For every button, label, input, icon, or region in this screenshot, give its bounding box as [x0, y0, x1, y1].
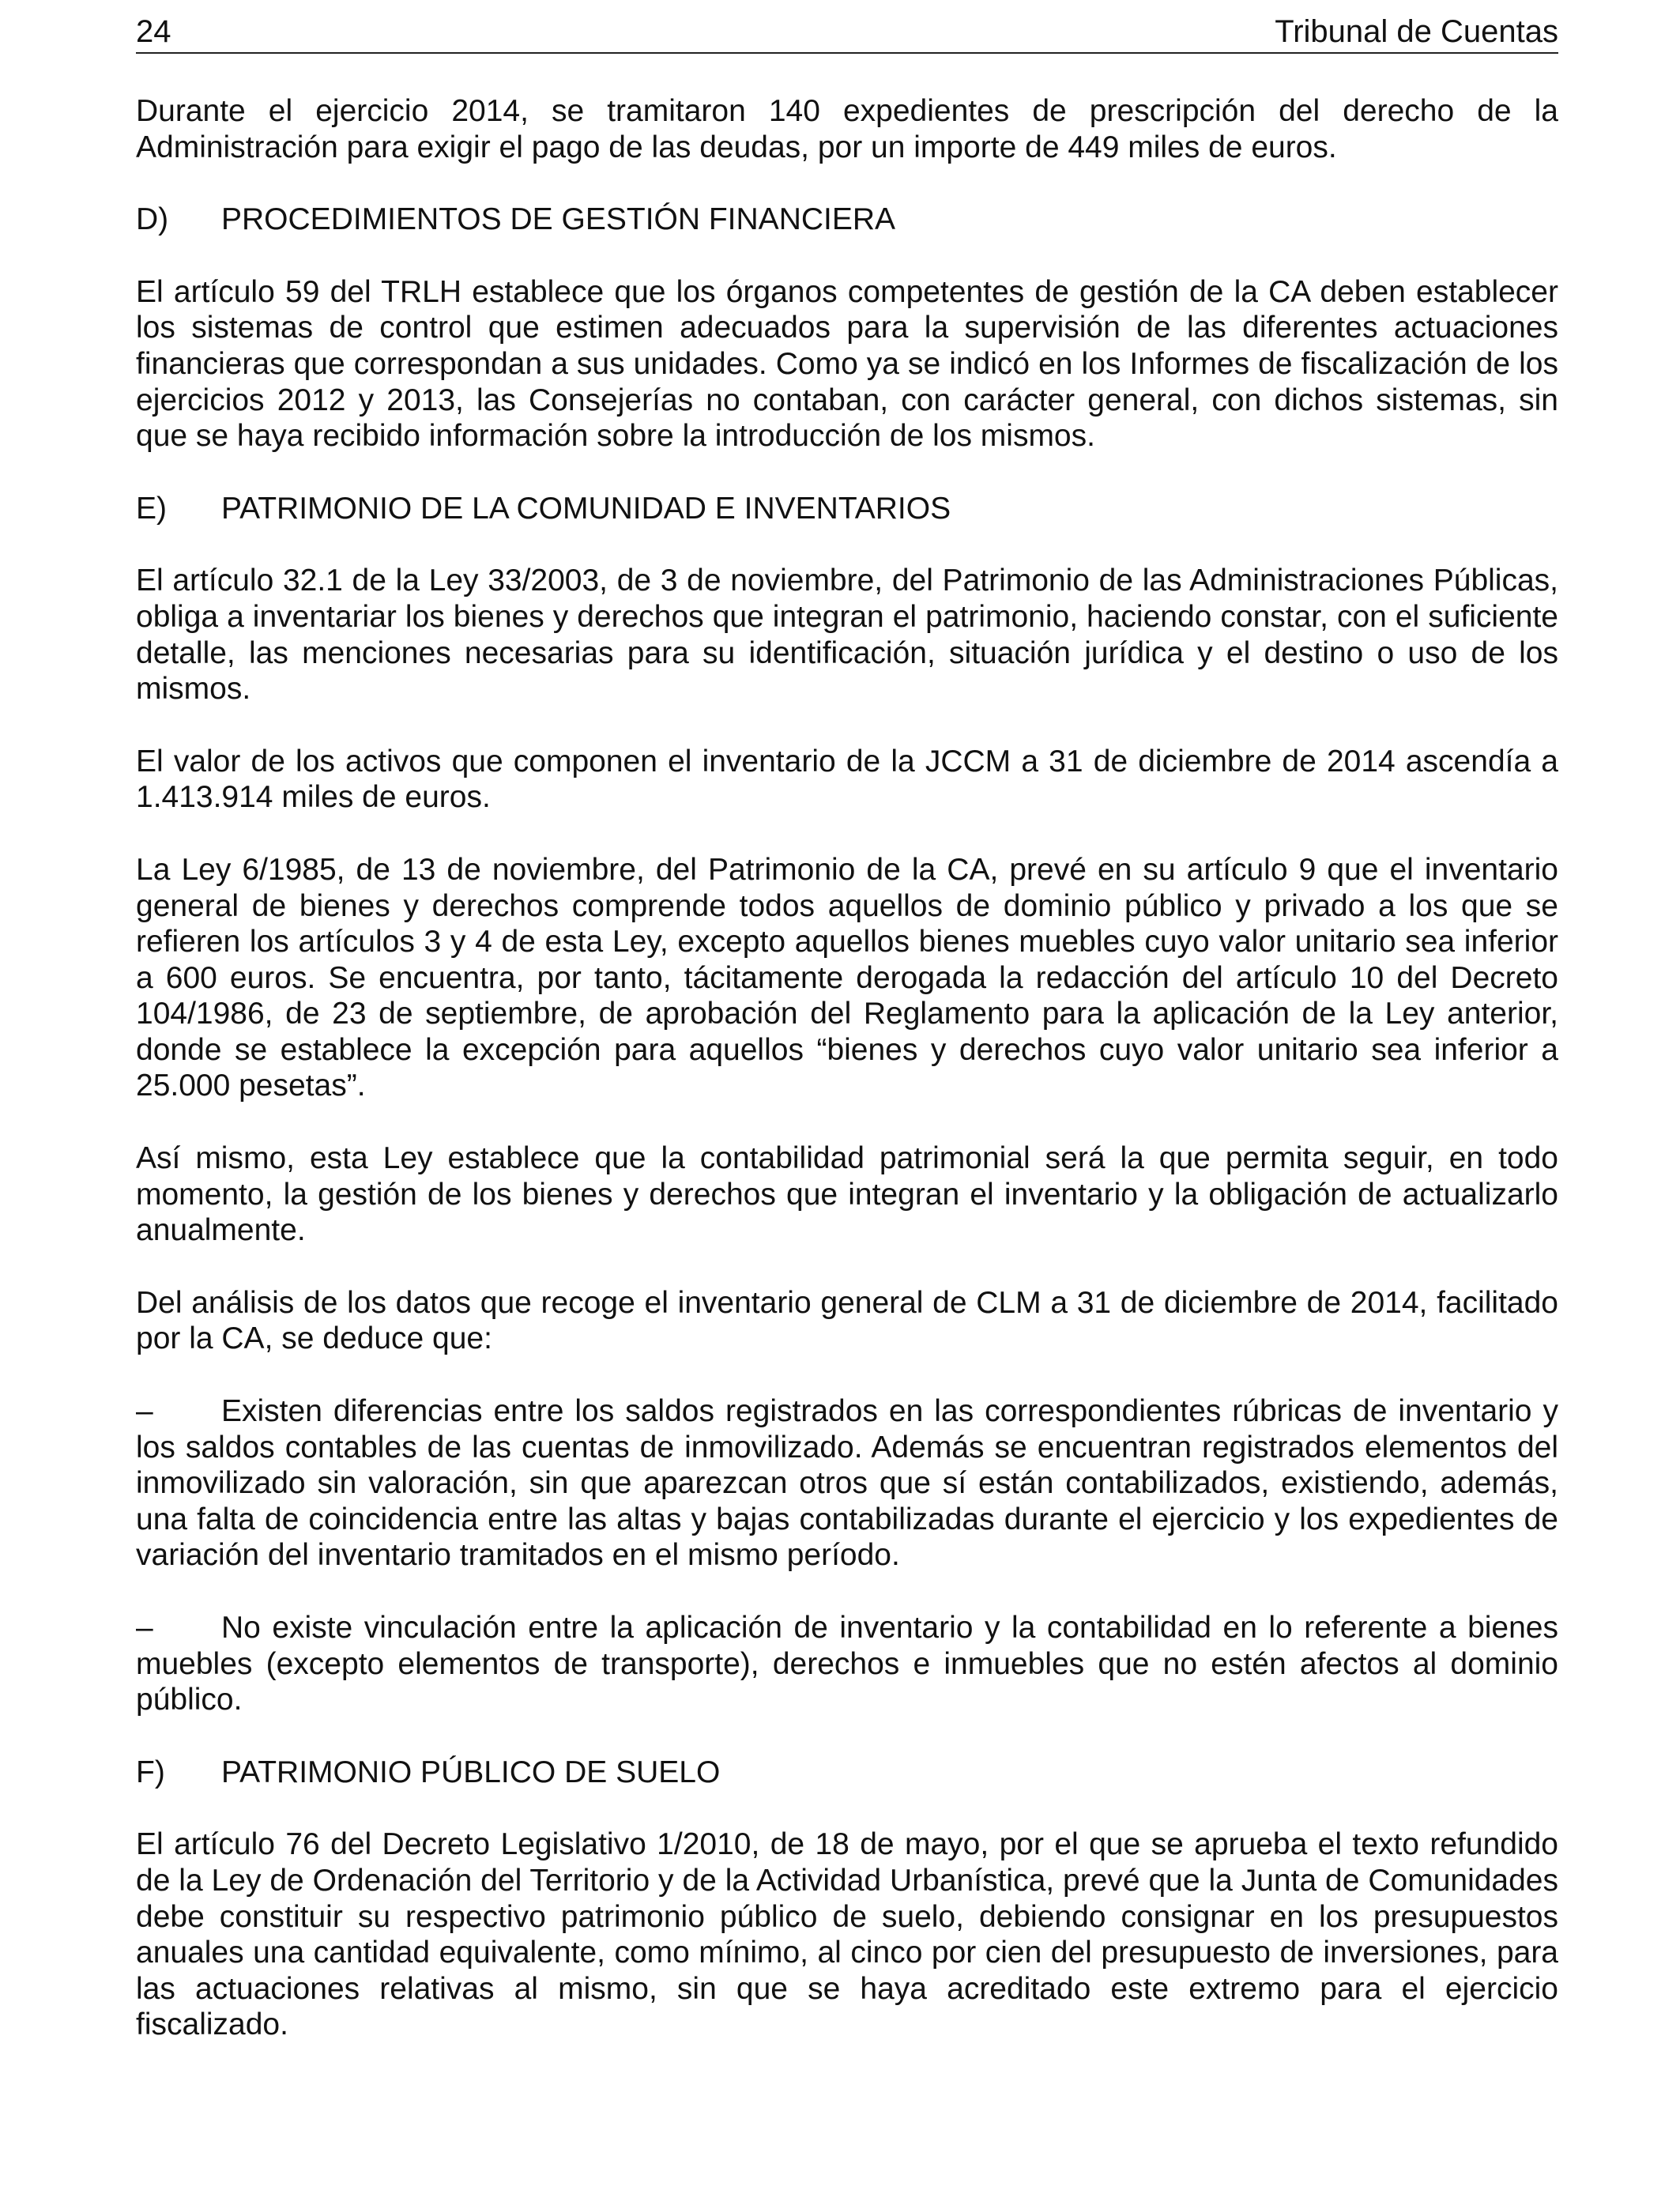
section-title: PATRIMONIO DE LA COMUNIDAD E INVENTARIOS — [221, 491, 951, 526]
section-letter: D) — [136, 202, 169, 237]
paragraph-gestion-financiera: El artículo 59 del TRLH establece que los órganos competentes de gestión de la CA deben establecer los sistemas de control que estimen adecuados para la supervisión de las diferentes actuaciones financieras que correspondan a sus unidades. Como ya se indicó en los Informes de fiscalización de los ejercicios 2012 y 2013, las Consejerías no contaban, con carácter general, con dichos sistemas, sin que se haya recibido información sobre la introducción de los mismos. — [136, 274, 1558, 454]
section-title: PROCEDIMIENTOS DE GESTIÓN FINANCIERA — [221, 202, 896, 237]
page-number: 24 — [136, 14, 171, 49]
section-letter: F) — [136, 1755, 165, 1789]
paragraph-contabilidad-patrimonial: Así mismo, esta Ley establece que la contabilidad patrimonial será la que permita seguir, en todo momento, la gestión de los bienes y derechos que integran el inventario y la obligación de actualizarlo anualmente. — [136, 1141, 1558, 1248]
paragraph-ley-6-1985: La Ley 6/1985, de 13 de noviembre, del Patrimonio de la CA, prevé en su artículo 9 que el inventario general de bienes y derechos comprende todos aquellos de dominio público y privado a los que se refieren los artículos 3 y 4 de esta Ley, excepto aquellos bienes muebles cuyo valor unitario sea inferior a 600 euros. Se encuentra, por tanto, tácitamente derogada la redacción del artículo 10 del Decreto 104/1986, de 23 de septiembre, de aprobación del Reglamento para la aplicación de la Ley anterior, donde se establece la excepción para aquellos “bienes y derechos cuyo valor unitario sea inferior a 25.000 pesetas”. — [136, 852, 1558, 1103]
paragraph-analisis-inventario: Del análisis de los datos que recoge el inventario general de CLM a 31 de diciembre de 2014, facilitado por la CA, se deduce que: — [136, 1285, 1558, 1356]
list-item-text: No existe vinculación entre la aplicación de inventario y la contabilidad en lo referente a bienes muebles (excepto elementos de transporte), derechos e inmuebles que no estén afectos al dominio público. — [136, 1611, 1558, 1717]
section-heading-e — [136, 491, 1558, 527]
list-item — [136, 1393, 1558, 1574]
section-letter: E) — [136, 491, 167, 526]
page-header — [136, 11, 1558, 54]
section-heading-f — [136, 1755, 1558, 1791]
section-heading-d — [136, 202, 1558, 238]
paragraph-valor-activos: El valor de los activos que componen el inventario de la JCCM a 31 de diciembre de 2014 ascendía a 1.413.914 miles de euros. — [136, 744, 1558, 815]
paragraph-suelo: El artículo 76 del Decreto Legislativo 1/2010, de 18 de mayo, por el que se aprueba el texto refundido de la Ley de Ordenación del Territorio y de la Actividad Urbanística, prevé que la Junta de Comunidades debe constituir su respectivo patrimonio público de suelo, debiendo consignar en los presupuestos anuales una cantidad equivalente, como mínimo, al cinco por cien del presupuesto de inversiones, para las actuaciones relativas al mismo, sin que se haya acreditado este extremo para el ejercicio fiscalizado. — [136, 1827, 1558, 2042]
dash-bullet: – — [136, 1611, 153, 1645]
document-body — [136, 93, 1558, 2079]
running-title: Tribunal de Cuentas — [1275, 14, 1558, 49]
paragraph-prescripcion: Durante el ejercicio 2014, se tramitaron 140 expedientes de prescripción del derecho de la Administración para exigir el pago de las deudas, por un importe de 449 miles de euros. — [136, 94, 1558, 164]
section-title: PATRIMONIO PÚBLICO DE SUELO — [221, 1755, 721, 1789]
paragraph-ley-patrimonio: El artículo 32.1 de la Ley 33/2003, de 3 de noviembre, del Patrimonio de las Administraciones Públicas, obliga a inventariar los bienes y derechos que integran el patrimonio, haciendo constar, con el suficiente detalle, las menciones necesarias para su identificación, situación jurídica y el destino o uso de los mismos. — [136, 564, 1558, 707]
list-item — [136, 1610, 1558, 1718]
list-item-text: Existen diferencias entre los saldos registrados en las correspondientes rúbricas de inventario y los saldos contables de las cuentas de inmovilizado. Además se encuentran registrados elementos del inmovilizado sin valoración, sin que aparezcan otros que sí están contabilizados, existiendo, además, una falta de coincidencia entre las altas y bajas contabilizadas durante el ejercicio y los expedientes de variación del inventario tramitados en el mismo período. — [136, 1394, 1558, 1573]
dash-bullet: – — [136, 1394, 153, 1429]
